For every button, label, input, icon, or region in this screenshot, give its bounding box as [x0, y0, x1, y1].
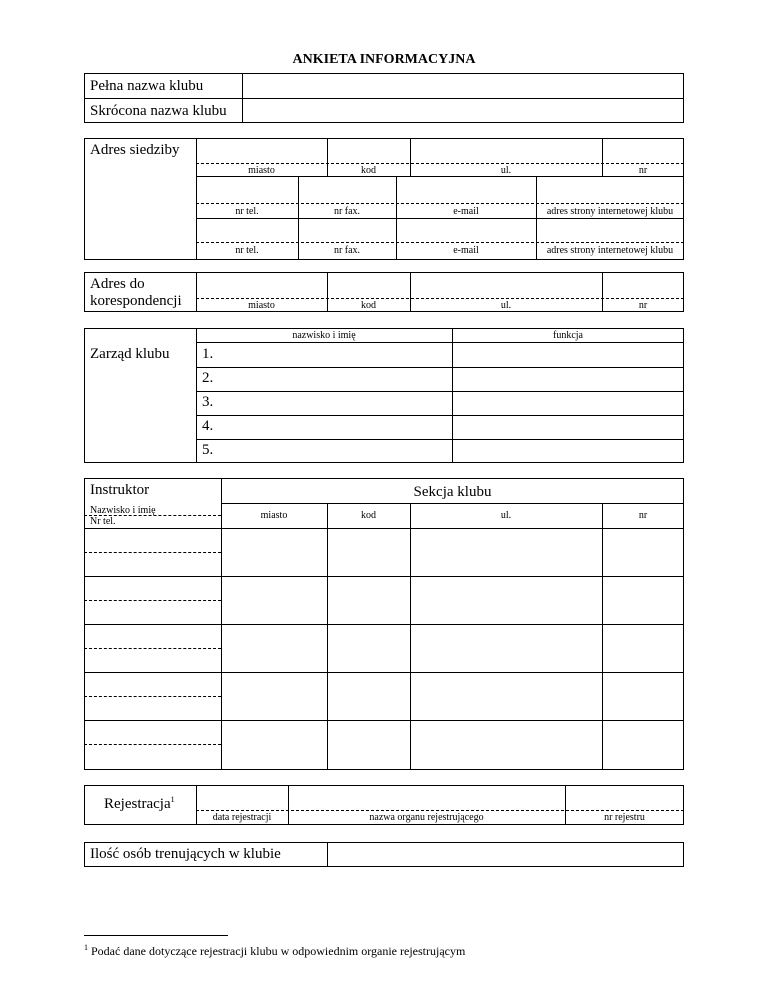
seat-phone2-label: nr tel.: [235, 245, 259, 256]
seat-phone-label: nr tel.: [235, 206, 259, 217]
instructor-name-sub: Nazwisko i imię: [90, 505, 156, 516]
seat-email-label: e-mail: [453, 206, 479, 217]
divider: [196, 415, 684, 416]
divider: [84, 576, 684, 577]
correspondence-label: Adres do korespondencji: [90, 276, 182, 309]
seat-website2-label: adres strony internetowej klubu: [546, 245, 674, 256]
board-row-3: 3.: [202, 394, 214, 410]
divider: [196, 439, 684, 440]
seat-zip-label: kod: [361, 165, 376, 176]
instructor-label: Instruktor: [90, 482, 150, 498]
short-name-field[interactable]: [243, 99, 683, 122]
divider: [84, 672, 684, 673]
dashed-line: [196, 242, 684, 243]
corr-number-label: nr: [638, 300, 648, 311]
board-label: Zarząd klubu: [90, 346, 170, 362]
reg-authority-col: nazwa organu rejestrującego: [369, 812, 484, 823]
dashed-line: [196, 203, 684, 204]
divider: [410, 503, 411, 770]
corr-street-label: ul.: [500, 300, 512, 311]
dashed-line: [196, 298, 684, 299]
seat-street-label: ul.: [500, 165, 512, 176]
short-name-label: Skrócona nazwa klubu: [90, 103, 227, 119]
footnote: $^1$ Podać dane dotyczące rejestracji klubu w odpowiednim organie rejestrującym: [84, 943, 466, 958]
divider: [196, 328, 197, 463]
board-row-1: 1.: [202, 346, 214, 362]
dashed-line: [84, 744, 221, 745]
divider: [452, 328, 453, 463]
divider: [221, 503, 684, 504]
footnote-rule: [84, 935, 228, 936]
page-title: ANKIETA INFORMACYJNA: [292, 52, 476, 67]
seat-fax2-label: nr fax.: [333, 245, 361, 256]
divider: [196, 176, 684, 177]
dashed-line: [84, 648, 221, 649]
divider: [196, 218, 684, 219]
divider: [196, 391, 684, 392]
seat-address-label: Adres siedziby: [90, 142, 180, 158]
seat-email2-label: e-mail: [453, 245, 479, 256]
board-function-col: funkcja: [553, 330, 583, 341]
trainees-field[interactable]: [328, 843, 683, 866]
reg-number-col: nr rejestru: [604, 812, 645, 823]
seat-fax-label: nr fax.: [333, 206, 361, 217]
divider: [196, 342, 684, 343]
dashed-line: [196, 810, 684, 811]
divider: [84, 720, 684, 721]
trainees-label: Ilość osób trenujących w klubie: [90, 846, 281, 862]
instructor-phone-sub: Nr tel.: [90, 516, 116, 527]
seat-city-label: miasto: [248, 165, 275, 176]
corr-zip-label: kod: [361, 300, 376, 311]
section-street-col: ul.: [500, 510, 512, 521]
divider: [84, 528, 684, 529]
full-name-label: Pełna nazwa klubu: [90, 78, 204, 94]
seat-website-label: adres strony internetowej klubu: [546, 206, 674, 217]
section-zip-col: kod: [361, 510, 376, 521]
board-table: [84, 328, 684, 463]
board-row-4: 4.: [202, 418, 214, 434]
board-name-col: nazwisko i imię: [292, 330, 356, 341]
reg-date-col: data rejestracji: [212, 812, 272, 823]
divider: [84, 624, 684, 625]
section-number-col: nr: [638, 510, 648, 521]
divider: [327, 503, 328, 770]
dashed-line: [84, 552, 221, 553]
dashed-line: [84, 696, 221, 697]
registration-label: Rejestracja$^1$: [104, 795, 175, 812]
seat-number-label: nr: [638, 165, 648, 176]
full-name-field[interactable]: [243, 74, 683, 98]
corr-city-label: miasto: [248, 300, 275, 311]
section-label: Sekcja klubu: [413, 484, 492, 500]
section-city-col: miasto: [260, 510, 288, 521]
divider: [602, 503, 603, 770]
dashed-line: [196, 163, 684, 164]
board-row-2: 2.: [202, 370, 214, 386]
dashed-line: [84, 600, 221, 601]
divider: [196, 367, 684, 368]
board-row-5: 5.: [202, 442, 214, 458]
